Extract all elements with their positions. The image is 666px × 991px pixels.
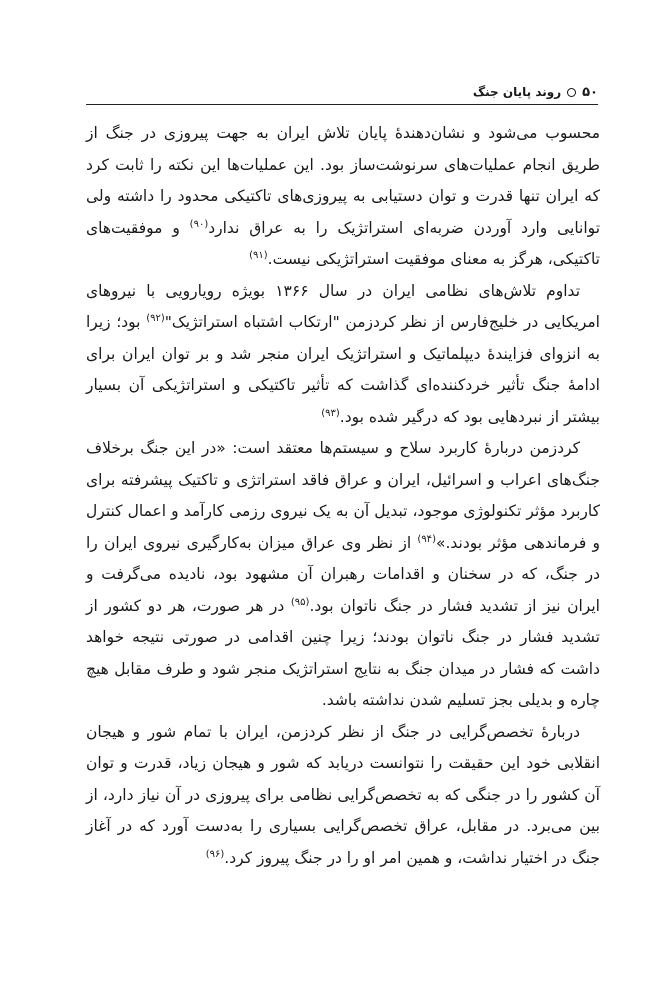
text-run: دربارهٔ تخصص‌گرایی در جنگ از نظر کردزمن، ایران با تمام شور و هیجان انقلابی خود این حقیقت را نتوانست دریابد که شور و هیجان زیاد، قدرت و توان آن کشور را در جنگی که به تخصص‌گرایی نظامی برای پیروزی در آن نیاز دارد، از بین می‌برد. در مقابل، عراق تخصص‌گرایی بسیاری را به‌دست آورد که در آغاز جنگ در اختیار نداشت، و همین امر او را در جنگ پیروز کرد. [86,722,600,867]
paragraph-1 [86,118,600,276]
page-number: ۵۰ [582,84,598,100]
paragraph-3 [86,433,600,717]
footnote-ref[interactable]: (۹۴) [417,533,436,545]
footnote-ref[interactable]: (۹۱) [249,249,268,261]
text-run: در هر صورت، هر دو کشور از تشدید فشار در جنگ ناتوان بودند؛ زیرا چنین اقدامی در صورتی نتیجه خواهد داشت که فشار در میدان جنگ به نتایج استراتژیک منجر شود و طرف مقابل هیچ چاره و بدیلی بجز تسلیم شدن نداشته باشد. [86,596,600,709]
section-title: روند پایان جنگ [472,85,562,99]
circle-bullet-icon [567,88,576,97]
text-run: محسوب می‌شود و نشان‌دهندهٔ پایان تلاش ایران به جهت پیروزی در جنگ از طریق انجام عملیات‌های سرنوشت‌ساز بود. این عملیات‌ها این نکته را ثابت کرد که ایران تنها قدرت و توان دستیابی به پیروزی‌های تاکتیکی محدود را داشته ولی توانایی وارد آوردن ضربه‌ای استراتژیک را به عراق ندارد [86,124,601,237]
paragraph-2 [86,276,600,434]
text-run: تداوم تلاش‌های نظامی ایران در سال ۱۳۶۶ بویژه رویارویی با نیروهای امریکایی در خلیج‌فارس از نظر کردزمن "ارتکاب اشتباه استراتژیک" [86,281,600,331]
text-run: کردزمن دربارهٔ کاربرد سلاح و سیستم‌ها معتقد است: «در این جنگ برخلاف جنگ‌های اعراب و اسرائیل، ایران و عراق فاقد استراتژی و تاکتیک پیشرفته برای کاربرد مؤثر تکنولوژی موجود، تبدیل آن به یک نیروی رزمی کارآمد و اعمال کنترل و فرماندهی مؤثر بودند.» [86,439,601,552]
text-run: بود؛ زیرا به انزوای فزایندهٔ دیپلماتیک و استراتژیک ایران منجر شد و بر توان ایران برای ادامهٔ جنگ تأثیر خردکننده‌ای گذاشت که تأثیر تاکتیکی و استراتژیکی آن بسیار بیشتر از نبردهایی بود که درگیر شده بود. [86,313,600,426]
running-header [86,80,598,105]
paragraph-4 [86,717,600,875]
text-run: و موفقیت‌های تاکتیکی، هرگز به معنای موفقیت استراتژیکی نیست. [86,218,600,268]
footnote-ref[interactable]: (۹۳) [321,407,340,419]
body-text [86,118,600,874]
footnote-ref[interactable]: (۹۵) [290,596,310,608]
footnote-ref[interactable]: (۹۶) [205,848,225,860]
text-run: از نظر وی عراق میزان به‌کارگیری نیروی ایران را در جنگ، که در سخنان و اقدامات رهبران آن مشهود بود، نادیده می‌گرفت و ایران نیز از تشدید فشار در جنگ ناتوان بود. [86,533,600,615]
footnote-ref[interactable]: (۹۲) [146,312,165,324]
footnote-ref[interactable]: (۹۰) [189,218,209,230]
